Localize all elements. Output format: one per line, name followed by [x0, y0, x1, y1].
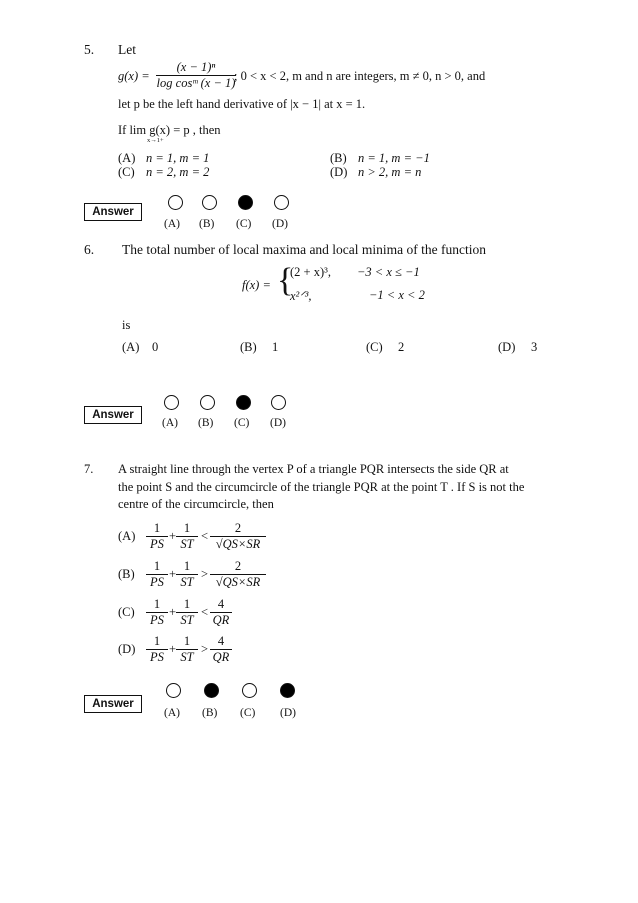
- q7-option-b-label: (B): [118, 567, 135, 581]
- q7-option-c-rhs-den: QR: [210, 612, 232, 628]
- q7-option-c-rhs: [210, 597, 232, 628]
- q5-g-fraction: [156, 60, 236, 91]
- q6-brace: {: [277, 262, 294, 299]
- q7-option-a-den-st: ST: [176, 536, 198, 552]
- q7-option-b-rhs-den: √QS×SR: [210, 574, 266, 590]
- q7-bubble-a-label: (A): [164, 707, 180, 719]
- q6-answer-box: Answer: [84, 406, 142, 424]
- q7-option-d-rhs-den: QR: [210, 649, 232, 665]
- q7-option-b-frac-ps: [146, 559, 168, 590]
- q6-stem: The total number of local maxima and local minima of the function: [122, 242, 487, 257]
- q7-option-c-num1: 1: [153, 597, 161, 611]
- q7-option-a-frac-st: [176, 521, 198, 552]
- q7-option-c-frac-st: [176, 597, 198, 628]
- q7-option-b-den-st: ST: [176, 574, 198, 590]
- q7-answer-box: Answer: [84, 695, 142, 713]
- q6-is: is: [122, 318, 131, 332]
- q6-option-c-label: (C): [366, 340, 383, 354]
- q7-option-b-relation: >: [201, 567, 209, 581]
- q7-option-c-den-st: ST: [176, 612, 198, 628]
- q5-p-definition: let p be the left hand derivative of |x − 1| at x = 1.: [118, 97, 366, 111]
- q7-option-a-rhs-num: 2: [234, 521, 242, 535]
- q7-bubble-d[interactable]: [280, 683, 295, 698]
- q7-option-c-den-ps: PS: [146, 612, 168, 628]
- q7-option-b-frac-st: [176, 559, 198, 590]
- q6-bubble-d[interactable]: [271, 395, 286, 410]
- q5-let: Let: [118, 42, 136, 57]
- q5-bubble-b[interactable]: [202, 195, 217, 210]
- q7-option-a-rhs: [210, 521, 266, 552]
- q7-stem-line2: the point S and the circumcircle of the triangle PQR at the point T . If S is not the: [118, 480, 525, 494]
- q7-option-d-frac-ps: [146, 634, 168, 665]
- q7-stem-line1: A straight line through the vertex P of a triangle PQR intersects the side QR at: [118, 462, 509, 476]
- q7-option-c-label: (C): [118, 605, 135, 619]
- q6-bubble-b-label: (B): [198, 417, 214, 429]
- q6-option-d-label: (D): [498, 340, 516, 354]
- q6-option-c-text: 2: [398, 340, 405, 354]
- q7-option-c-rhs-num: 4: [217, 597, 225, 611]
- q5-option-a-text: n = 1, m = 1: [146, 151, 210, 165]
- q5-bubble-a-label: (A): [164, 218, 180, 230]
- q7-bubble-a[interactable]: [166, 683, 181, 698]
- q5-option-b-label: (B): [330, 151, 347, 165]
- q5-g-denominator: log cosᵐ (x − 1): [156, 76, 236, 90]
- q5-option-c-label: (C): [118, 165, 135, 179]
- q5-g-lhs: g(x) =: [118, 69, 150, 83]
- q5-option-d-text: n > 2, m = n: [358, 165, 422, 179]
- q6-option-b-label: (B): [240, 340, 257, 354]
- q5-option-a-label: (A): [118, 151, 136, 165]
- q7-option-d-rhs-num: 4: [217, 634, 225, 648]
- q7-option-d-den-ps: PS: [146, 649, 168, 665]
- q5-bubble-c[interactable]: [238, 195, 253, 210]
- q6-case1-expr: (2 + x)³,: [290, 265, 331, 279]
- q5-g-numerator: (x − 1)ⁿ: [176, 60, 216, 74]
- q6-case2-condition: −1 < x < 2: [369, 288, 425, 302]
- q7-option-d-den-st: ST: [176, 649, 198, 665]
- q5-lim-subscript: x→1+: [147, 137, 164, 144]
- q7-bubble-c-label: (C): [240, 707, 256, 719]
- q5-bubble-d[interactable]: [274, 195, 289, 210]
- q7-option-d-label: (D): [118, 642, 136, 656]
- q7-stem-line3: centre of the circumcircle, then: [118, 497, 274, 511]
- q7-option-d-plus: +: [169, 642, 177, 656]
- q5-bubble-a[interactable]: [168, 195, 183, 210]
- q5-if-text: If lim g(x) = p , then: [118, 123, 221, 137]
- q7-option-a-plus: +: [169, 529, 177, 543]
- q6-bubble-d-label: (D): [270, 417, 286, 429]
- q7-option-b-num1: 1: [153, 559, 161, 573]
- q6-f-lhs: f(x) =: [242, 278, 271, 292]
- q7-option-c-num2: 1: [183, 597, 191, 611]
- q7-option-a-relation: <: [201, 529, 209, 543]
- q6-case1-condition: −3 < x ≤ −1: [357, 265, 420, 279]
- q6-bubble-c-label: (C): [234, 417, 250, 429]
- q7-option-b-plus: +: [169, 567, 177, 581]
- q7-option-d-relation: >: [201, 642, 209, 656]
- q5-option-c-text: n = 2, m = 2: [146, 165, 210, 179]
- q6-option-b-text: 1: [272, 340, 279, 354]
- q5-number: 5.: [84, 42, 95, 57]
- q7-option-a-den-ps: PS: [146, 536, 168, 552]
- q7-option-c-frac-ps: [146, 597, 168, 628]
- q7-option-a-frac-ps: [146, 521, 168, 552]
- q7-option-a-num1: 1: [153, 521, 161, 535]
- q6-option-a-label: (A): [122, 340, 140, 354]
- q7-option-a-rhs-den: √QS×SR: [210, 536, 266, 552]
- q7-option-c-relation: <: [201, 605, 209, 619]
- q6-bubble-a-label: (A): [162, 417, 178, 429]
- q6-bubble-c[interactable]: [236, 395, 251, 410]
- q6-bubble-a[interactable]: [164, 395, 179, 410]
- q5-option-b-text: n = 1, m = −1: [358, 151, 430, 165]
- q5-bubble-c-label: (C): [236, 218, 252, 230]
- q7-option-d-rhs: [210, 634, 232, 665]
- q5-bubble-b-label: (B): [199, 218, 215, 230]
- q7-option-d-num2: 1: [183, 634, 191, 648]
- q7-option-d-frac-st: [176, 634, 198, 665]
- q7-number: 7.: [84, 462, 94, 476]
- q7-bubble-b[interactable]: [204, 683, 219, 698]
- q6-case2-expr: x²ᐟ³,: [290, 289, 312, 303]
- q5-answer-box: Answer: [84, 203, 142, 221]
- q5-g-domain: ; 0 < x < 2, m and n are integers, m ≠ 0, n > 0, and: [234, 69, 486, 83]
- q5-bubble-d-label: (D): [272, 218, 288, 230]
- q7-bubble-c[interactable]: [242, 683, 257, 698]
- q7-option-b-den-ps: PS: [146, 574, 168, 590]
- q7-option-b-num2: 1: [183, 559, 191, 573]
- q6-option-d-text: 3: [531, 340, 538, 354]
- q7-option-c-plus: +: [169, 605, 177, 619]
- q5-option-d-label: (D): [330, 165, 348, 179]
- q7-bubble-b-label: (B): [202, 707, 218, 719]
- q7-option-b-rhs-num: 2: [234, 559, 242, 573]
- q7-option-b-rhs: [210, 559, 266, 590]
- q7-bubble-d-label: (D): [280, 707, 296, 719]
- q7-option-a-label: (A): [118, 529, 136, 543]
- q6-number: 6.: [84, 242, 95, 257]
- q6-option-a-text: 0: [152, 340, 159, 354]
- q7-option-d-num1: 1: [153, 634, 161, 648]
- q6-bubble-b[interactable]: [200, 395, 215, 410]
- q7-option-a-num2: 1: [183, 521, 191, 535]
